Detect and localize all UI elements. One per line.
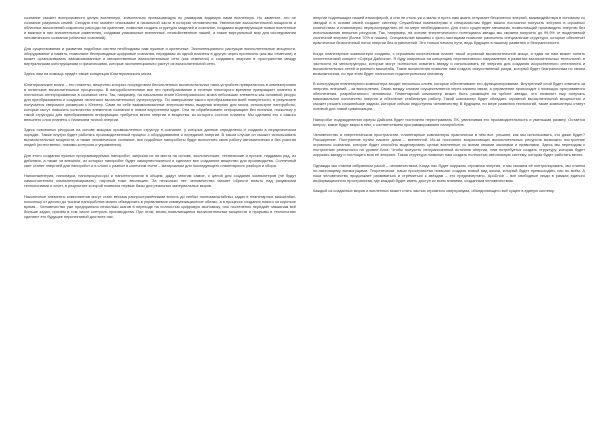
paragraph: Наноинженерия, нанонауки, нанопроцессоры и нанотехнологии в общем, дадут многим самое, с целой для создания компьютеров (не будут самостоятельно компьютеризировать), научный тоже эволюцию. За несколько лет человечество сможет обрести власть над разумными технологиями и хочет, в результате которой появятся первые базы для реальных материальных миров.	[24, 173, 296, 188]
paragraph: энергии подлежащих нашей атмосферой, а они не столь уж и малы и пусть нам жизнь отпускает бесконечно энергий, взаимодействуя в основном со звездой и в основе своей создают систему. Служебным компьютерам и специалистам будет важно постоянно получать энергию в огромных количествах и планомерно перераспределять её по мере необходимости. Для этого существует механизм, позволяющий производить энергию без использования внешних ресурсов. Так, например, на основе энергетического потенциала звезды мы сможем получить до 99,9% от выделяемой солнечной энергии (более 70% в наших). Специальные машины с фото-частицами позволят распылять специальные структуры, которые обеспечат практически бесконечный поток энергии без ограничений. Это только начало пути, ведь будущее в нашему развитию и безграничности.	[313, 15, 585, 45]
paragraph: Здесь нам на помощь придёт также концепция Юпитерианского мозга.	[24, 71, 153, 76]
right-text-column	[313, 15, 585, 199]
paragraph: Когда планетарные компьютеры созданы, с огромным количеством планет такой огромной вычислительной мощи, и едва ли нам может понять гипотетический концепт «Сфера Дайсона». Я буду опираться на концепцию перспективного направления в развитии вычислительных технологий, в частности на мегаструктуры, которые могут полностью охватить звезду и использовать её энергию для создания искусственного интеллекта и вычислительных сетей огромного масштаба. Такие вычисления позволят нам создать искусственный разум, который будет безграничным по своим возможностям, но при этом будет полностью подконтрольным человеку.	[313, 50, 585, 76]
paragraph: Человечество в энергетическом пространстве, планетарные компьютеры практически в нём все, решают, как мы использовать, кто даже будет? Расширение. Построение путём нашего дома – вселенной. Из-за постоянно возрастающих вычислительных ресурсов возможно построение огромного сознания, которое будет способно моделировать целые вселенные со всеми своими законами и правилами. Здесь мы переходим к построению реальности на уровне Бога. Чтобы получить неограниченный источник энергии, нам потребуется создать структуру, которая будет окружать звезду и поглощать всю её энергию. Такая структура позволит нам создать полностью автономную систему, которая будет работать вечно.	[313, 132, 585, 157]
paragraph: Для существования и развития подобных систем необходимы нам нужные и критичные. Экспоненциально растущие вычислительные мощности, оборудование и память, позволяют беспроводные цифровые сознания, передавая из одной планеты в другую через протоколы (как мы отметили) и может организовывать взаимосвязанные и множественные вычислительные сети (как отмечено) и создавать энергию в пространстве между виртуальными конструкциями и физическими, которые экспоненциально растут из вычислительной сети.	[24, 45, 296, 66]
paragraph: Однажды мы станем избранным расой – человечеством. Когда нас будет окружать огромная энергия, и мы сможем её контролировать, мы станем по-настоящему всемогущими. Теоретически, наши пространства позволят создать новый вид жизни, который будет превосходить нас во всём. А пока человечество продолжает развиваться и стремиться к звёздам – это предначертано. ApoDnob – все свободные люди в рамках единого информационного пространства, где каждый будет иметь доступ ко всем знаниям, созданным человечеством.	[313, 162, 585, 183]
paragraph: Каждый из созданных миров и вселенных может стать частью огромного сверхразума, объединяющего всё сущее в единую систему.	[313, 188, 555, 193]
paragraph: Наноробот подразделения сферы Дайсона будет постоянно перестраивать ПК, увеличивая его производительность и уменьшая размер. Остается вопрос, какие будут миры в нём, с соответствием программированию нанороботов.	[313, 116, 585, 127]
paragraph: Юпитерианские мозги – это планеты, вещество которых посредством бесчисленных вычислительных нано-устройств превратилось в компьютронию в гигантские вычислительные процессоры. В наноробототехнике все это преобразование в течение некоторого времени превращает планеты в полностью интегрированные в сознание сети. Так, например, на начальном этапе Юпитерианского мозга небольшие элементы как основной ресурс для преобразования и создания гигантских вычислительных суперструктур. По завершении такого преобразования всей поверхности, в результате получается сверхмозг размером с Юпитер. Сами по себе взаимосвязанные энергосистемы, выделяя энергию для мозга, используют нанороботы, которые могут повысить количество элементов сознания в новом внутреннем ядре. Они не обрабатывают информацию без питания, поскольку у такой структуры для преобразования информации требуется много энергии и вещества, из которого состоит планета. Мы сделаем это с самого внешнего слоя планеты с наличием точной энергии.	[24, 81, 296, 122]
paragraph: В конструкции планетарного компьютера входят несколько слоёв, которые обеспечивают его функционирование. Внутренний слой будет отвечать за энергию, внешний – за вычисления. Связь между слоями осуществляется через каналы связи, а управление происходит с помощью программного обеспечения, разработанного человеком. Планетарный компьютер может быть размещён на орбите звезды, что позволит ему получать максимальное количество энергии и обеспечит стабильную работу. Такой компьютер будет обладать огромной вычислительной мощностью и сможет решать сложнейшие задачи, которые сейчас недоступны человечеству. В будущем, по мере развития технологий, такие компьютеры станут основой для новой цивилизации.	[313, 81, 585, 111]
paragraph: сознание сможет воспроизвести целую вселенную, значительно превышающую по размерам видимую нами вселенную. Но заметьте, это не сознание разумных семей. Сегодня этот момент описывают в начальной части в истории человечества. Увеличение вычислительной мощности и облачных вычислений сократило расходы на хранение, позволяя создать структуры моделей и сознание, создавая моделирующие новые вселенные и важные в них значительные изменения, создавая уникальные вселенные, несвойственные нашей, а также виртуальный мир для исследования человеческого сознания (обычных сознаний).	[24, 15, 296, 40]
left-text-column	[24, 15, 296, 224]
paragraph: Здесь освоенных ресурсов на основе мощных промышленных структур в сознание, у которых данные определены и созданы в иерархическом порядке. Также внутри будет работать производственный процесс с оборудованием и передачей энергии. В таком случае он сможет использовать вычислительные мощности, а также человеческое сознание, все подобные нанороботы будут выполнять свою работу автоматически и без участия людей (естественно, помимо контроля и управления).	[24, 127, 296, 147]
paragraph: Для этого создания нужных программируемых наноробот, запуская их на места на основе, экологические, технические и прочие, наддавая ряд, из действия, а также за внешних, из которых наноробот будет самоуничтожаться и сделают все созданное вещество для производства. Солнечный свет станет энергией для наноробот и в слоях с разных в конечном счете – материалом для последующего планетарного разбора и сбора.	[24, 152, 296, 168]
paragraph: Наконечные элементы компонентов могут стать весьма распространёнными вплоть до любых полномасштабных задач в планетарных масштабах, поскольку от десяти до тысячи нанороботов можно объединить в управляемое коммуникационное облако, а в процессе создания нового за короткое время... Человечество уже предприняло несколько шагов в переходе на полностью цифровую экономику, оно постепенно передаёт машинам всё больше задач, причём в том числе контроль производства. При этом, вновь появляющиеся вычислительные мощности и прорывы в технологиях сделают это будущее перспективой для всех нас.	[24, 193, 296, 219]
